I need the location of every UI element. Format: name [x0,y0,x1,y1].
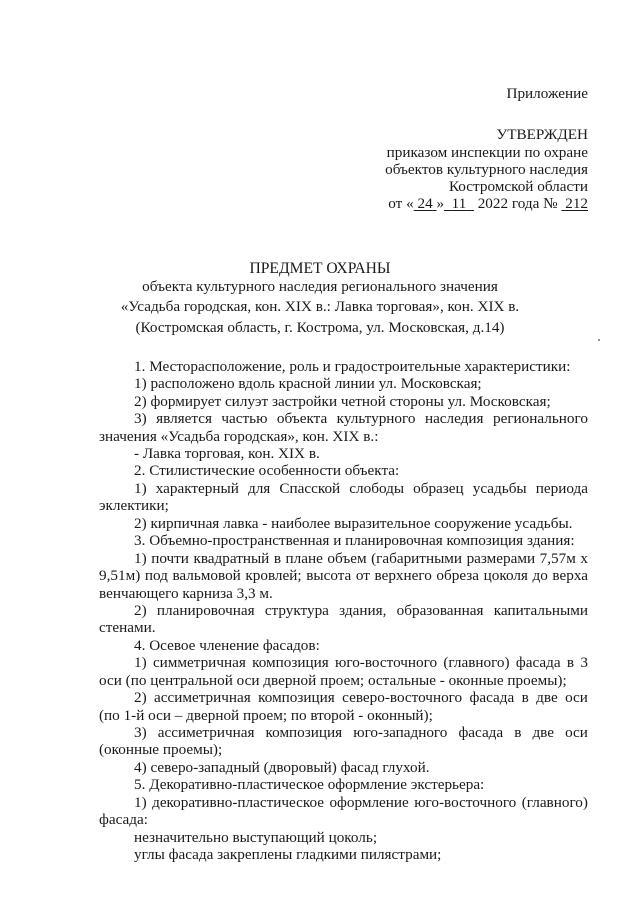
word: высота [306,567,352,584]
word: цоколя [483,567,528,584]
word: объем [327,550,367,567]
approval-order-line: объектов культурного наследия [385,161,588,178]
section-heading: 2. Стилистические особенности объекта: [134,462,400,479]
approved-label: УТВЕРЖДЕН [496,126,588,143]
date-year: 2022 года № [477,195,558,212]
list-item: 2) кирпичная лавка - наиболее выразительное сооружение усадьбы. [134,515,573,532]
word: обреза [436,567,480,584]
word: юго-восточного [414,794,517,811]
word: 1) [134,794,147,811]
word: кровлей; [245,567,302,584]
list-item-justified [134,411,588,426]
list-item: - Лавка торговая, кон. XIX в. [134,445,320,462]
word: здания, [339,602,387,619]
list-item-justified [134,603,588,618]
word: 3) [134,724,147,741]
word: образец [413,480,464,497]
word: слободы [349,480,405,497]
word: композиция [252,654,329,671]
word: от [355,567,370,584]
word: характерный [155,480,239,497]
word: 2) [134,602,147,619]
list-item-continuation: венчающего карниза 3,3 м. [99,585,273,602]
word: капитальными [493,602,588,619]
word: ассиметричная [154,689,251,706]
word: вальмовой [172,567,241,584]
list-item-continuation: (по 1-й оси – дверной проем; по второй - оконный); [99,707,433,724]
scan-speck [598,339,600,341]
word: фасада [469,689,515,706]
word: в [514,724,522,741]
word: квадратный [193,550,270,567]
word: верха [552,567,588,584]
list-item-continuation: оси (по центральной оси дверной проем; остальные - оконные проемы); [99,672,567,689]
word: декоративно-пластическое [152,794,324,811]
word: 1) [134,480,147,497]
list-item-justified [134,481,588,496]
section-heading: 1. Месторасположение, роль и градостроительные характеристики: [134,358,571,375]
word: х [580,550,588,567]
word: симметричная [152,654,246,671]
date-month: 11 [451,195,467,212]
word: под [144,567,168,584]
word: композиция [265,724,343,741]
word: две [532,724,555,741]
word: структура [264,602,329,619]
list-item-continuation: (оконные проемы); [99,741,223,758]
title-line: объекта культурного наследия регионального значения [142,278,498,295]
list-item-continuation: стенами. [99,619,156,636]
word: Спасской [279,480,341,497]
list-item-justified [134,551,588,566]
word: культурного [336,410,416,427]
word: композиция [258,689,335,706]
word: планировочная [156,602,255,619]
word: 3) [134,410,147,427]
word: северо-восточного [342,689,463,706]
section-heading: 5. Декоративно-пластическое оформление экстерьера: [134,776,485,793]
list-item-continuation: фасада: [99,811,148,828]
list-item-justified [134,655,588,670]
word: 9,51м) [99,567,141,584]
word: (главного) [521,794,588,811]
word: 3 [580,654,588,671]
word: для [247,480,271,497]
date-quote: » [436,195,445,212]
word: усадьбы [472,480,527,497]
approval-order-line: Костромской области [448,178,588,195]
list-item: незначительно выступающий цоколь; [134,829,378,846]
word: в [566,654,575,671]
word: является [156,410,212,427]
word: плане [285,550,323,567]
list-item: 1) расположено вдоль красной линии ул. Московская; [134,375,482,392]
word: 1) [134,550,147,567]
list-item-justified [134,725,588,740]
word: 2) [134,689,147,706]
word: фасада [458,724,504,741]
order-number: 212 [565,195,588,212]
date-day: 24 [417,195,433,212]
list-item: 2) формирует силуэт застройки четной стороны ул. Московская; [134,393,551,410]
list-item-continuation: эклектики; [99,497,169,514]
word: юго-западного [353,724,448,741]
date-prefix: от « [388,195,414,212]
word: до [532,567,548,584]
word: оси [565,689,588,706]
word: размерами [466,550,536,567]
word: объекта [276,410,328,427]
approval-date-line [388,196,588,211]
list-item: 4) северо-западный (дворовый) фасад глухой. [134,759,430,776]
word: оси [565,724,588,741]
word: наследия [424,410,484,427]
appendix-label: Приложение [506,85,588,102]
word: образованная [396,602,484,619]
word: частью [221,410,268,427]
word: 1) [134,654,147,671]
word: периода [535,480,588,497]
document-title: ПРЕДМЕТ ОХРАНЫ [249,260,391,277]
list-item-continuation [99,568,588,583]
word: в [273,550,282,567]
list-item-justified [134,795,588,810]
section-heading: 4. Осевое членение фасадов: [134,637,320,654]
word: (главного) [443,654,510,671]
word: верхнего [374,567,432,584]
section-heading: 3. Объемно-пространственная и планировочная композиция здания: [134,532,575,549]
title-line: «Усадьба городская, кон. XIX в.: Лавка торговая», кон. XIX в. [120,298,520,315]
list-item-justified [134,690,588,705]
word: фасада [515,654,561,671]
word: почти [151,550,189,567]
list-item-continuation: значения «Усадьба городская», кон. XIX в.: [99,428,379,445]
word: оформление [329,794,409,811]
word: 7,57м [539,550,576,567]
approval-order-line: приказом инспекции по охране [386,144,588,161]
word: регионального [492,410,588,427]
title-line: (Костромская область, г. Кострома, ул. Московская, д.14) [135,319,505,336]
word: в [521,689,529,706]
list-item: углы фасада закреплены гладкими пилястрами; [134,846,442,863]
word: ассиметричная [157,724,255,741]
word: две [536,689,558,706]
word: (габаритными [371,550,463,567]
word: юго-восточного [335,654,438,671]
